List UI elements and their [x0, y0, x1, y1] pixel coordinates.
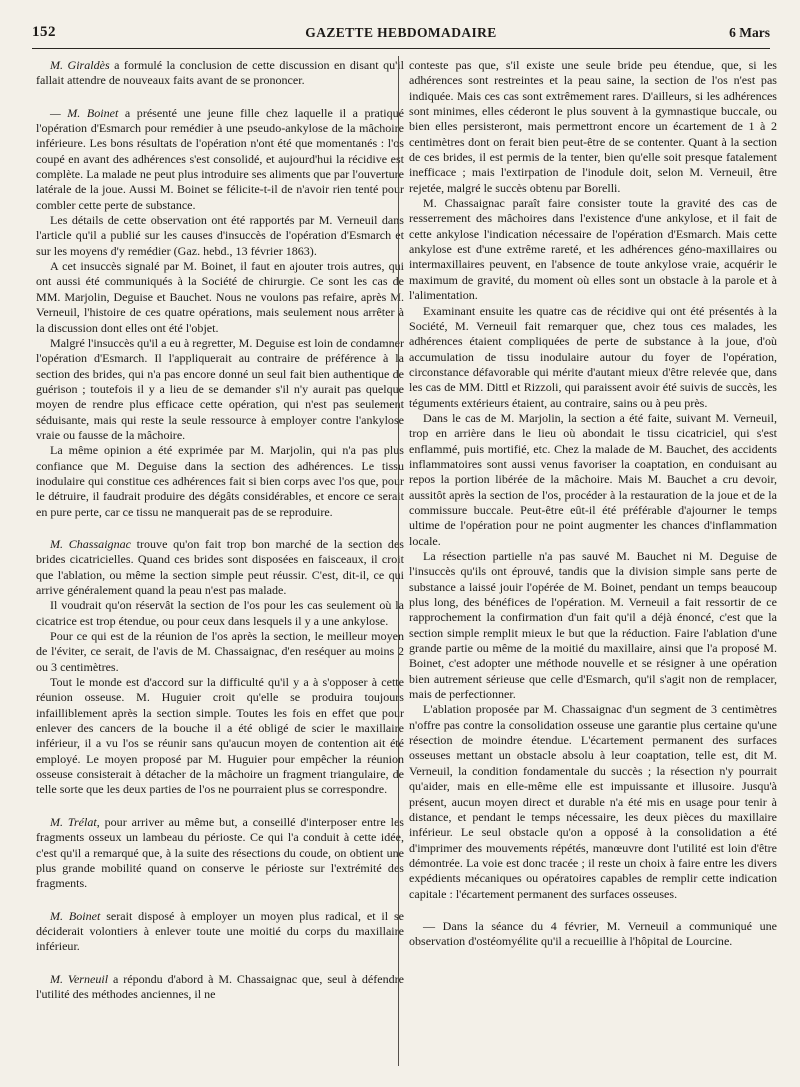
- paragraph: [409, 702, 777, 901]
- speaker-name: M. Giraldès: [50, 58, 110, 72]
- paragraph-text: L'ablation proposée par M. Chassaignac d'un segment de 3 centimètres n'offre pas contre la consolidation osseuse une garantie plus certaine qu'une résection de moindre étendue. L'écartement permanent des surfaces osseuses mettant un obstacle absolu à leur coaptation, telle est, dit M. Verneuil, la condition fondamentale du succès ; la résection n'y pourrait qu'aider, mais en elle-même elle est impuissante et illusoire. Jusqu'à présent, aucun moyen direct et durable n'a été mis en usage pour tenir à distance, et pendant le temps nécessaire, les deux pièces du maxillaire inférieur. Le seul obstacle qu'on a opposé à la consolidation a été d'imprimer des mouvements répétés, manœuvre dont l'utilité est loin d'être démontrée. La voie est donc tracée ; il reste un choix à faire entre les divers expédients mécaniques ou opératoires capables de remplir cette indication capitale : l'écartement permanent des surfaces osseuses.: [409, 702, 777, 901]
- paragraph-text: Dans le cas de M. Marjolin, la section a été faite, suivant M. Verneuil, trop en arrière dans le lieu où abondait le tissu cicatriciel, qui s'est enflammé, puis mortifié, etc. Chez la malade de M. Bauchet, des accidents inflammatoires sont aussi venus favoriser la coaptation, en conduisant au repos la portion libérée de la mâchoire. Mais M. Bauchet a cru devoir, aussitôt après la section de l'os, procéder à la restauration de la joue et de la commissure buccale. Peut-être eût-il été préférable d'ajourner le temps ultime de l'opération pour ne point augmenter les chances d'inflammation locale.: [409, 410, 777, 548]
- paragraph: [36, 106, 404, 213]
- speaker-name: M. Verneuil: [50, 971, 109, 986]
- paragraph-text: Malgré l'insuccès qu'il a eu à regretter, M. Deguise est loin de condamner l'opération d'Esmarch. Il l'appliquerait au contraire de préférence à la section des brides, qui n'a pas encore donné un seul fait bien authentique de guérison ; toutefois il y a lieu de se demander s'il n'y aurait pas quelque moyen de rendre plus efficace cette opération, qui n'est pas seulement séduisante, mais qui reste la seule ressource à employer contre l'ankylose vraie ou fausse de la mâchoire.: [36, 335, 404, 442]
- paragraph: [409, 411, 777, 549]
- paragraph: [409, 304, 777, 411]
- paragraph: [36, 629, 404, 675]
- paragraph: [409, 58, 777, 196]
- journal-title: GAZETTE HEBDOMADAIRE: [305, 25, 497, 40]
- paragraph: [36, 972, 404, 1003]
- paragraph-text: Examinant ensuite les quatre cas de récidive qui ont été présentés à la Société, M. Verneuil fait remarquer que, chez tous ces malades, les adhérences étaient compliquées de perte de substance à la joue, d'où accumulation de tissu inodulaire autour du foyer de l'opération, circonstance défavorable qui mérite d'autant mieux d'être relevée que, dans les cas de MM. Dittl et Rizzoli, qui paraissent avoir été suivis de succès, les téguments extérieurs étaient, au contraire, sains ou à peu près.: [409, 303, 777, 410]
- paragraph: [36, 815, 404, 892]
- paragraph-text: conteste pas que, s'il existe une seule bride peu étendue, que, si les adhérences sont restreintes et la peau saine, la section de l'os n'est pas indiquée. Mais ces cas sont extrêmement rares. D'ailleurs, si les adhérences sont minimes, elles céderont le plus souvent à la gymnastique buccale, ou bien elles persisteront, mais permettront encore un écartement de 1 à 2 centimètres dont on ferait bien peut-être de se contenter. Quant à la section de ces brides, il est permis de la tenter, bien qu'elle soit presque fatalement inefficace ; mais l'extirpation de l'inodule doit, selon M. Verneuil, être rejetée, malgré le succès obtenu par Borelli.: [409, 58, 777, 195]
- paragraph: [36, 443, 404, 520]
- speaker-name: — M. Boinet: [50, 105, 119, 120]
- paragraph-text: — Dans la séance du 4 février, M. Verneuil a communiqué une observation d'ostéomyélite qu'il a recueillie à l'hôpital de Lourcine.: [409, 918, 777, 949]
- page-number: 152: [32, 24, 56, 40]
- paragraph: [36, 537, 404, 598]
- paragraph: [409, 919, 777, 950]
- speaker-name: M. Boinet: [50, 908, 101, 923]
- paragraph: [36, 259, 404, 336]
- paragraph-text: a répondu d'abord à M. Chassaignac que, seul à défendre l'utilité des méthodes anciennes, il ne: [36, 971, 404, 1001]
- issue-date: 6 Mars: [729, 25, 770, 40]
- paragraph-text: La même opinion a été exprimée par M. Marjolin, qui n'a pas plus confiance que M. Deguise dans la section des adhérences. Le tissu inodulaire qui constitue ces adhérences fait si bien corps avec l'os que, pour le détruire, il faudrait produire des dégâts considérables, et encore ce serait en pure perte, car ce tissu ne manquerait pas de se reproduire.: [36, 443, 404, 519]
- paragraph-text: , pour arriver au même but, a conseillé d'interposer entre les fragments osseux un lambeau du périoste. Ce qui l'a conduit à cette idée, c'est qu'il a remarqué que, à la suite des résections du coude, on obtient une plus grande mobilité quand on conserve le périoste sur l'extrémité des fragments.: [36, 814, 404, 891]
- speaker-name: M. Trélat: [50, 814, 97, 829]
- paragraph: [409, 196, 777, 303]
- paragraph-text: M. Chassaignac paraît faire consister toute la gravité des cas de resserrement des mâchoires dans l'existence d'une ankylose, et il fait de cette ankylose l'indication nécessaire de l'opération d'Esmarch. Mais cette ankylose est d'une extrême rareté, et les adhérences géno-maxillaires ou intermaxillaires peuvent, en l'absence de toute ankylose vraie, acquérir le maximum de gravité, du moment où elles sont un obstacle à la parole et à l'alimentation.: [409, 196, 777, 303]
- paragraph-text: A cet insuccès signalé par M. Boinet, il faut en ajouter trois autres, qui ont aussi été communiqués à la Société de chirurgie. Ce sont les cas de MM. Marjolin, Deguise et Bauchet. Nous ne voulons pas refaire, après M. Verneuil, l'histoire de ces quatre opérations, mais seulement nous arrêter à la discussion dont elles ont été l'objet.: [36, 259, 404, 335]
- paragraph-text: Pour ce qui est de la réunion de l'os après la section, le meilleur moyen de l'éviter, ce serait, de l'avis de M. Chassaignac, d'en reséquer au moins 2 ou 3 centimètres.: [36, 629, 404, 674]
- paragraph-text: La résection partielle n'a pas sauvé M. Bauchet ni M. Deguise de l'insuccès qu'ils ont éprouvé, tandis que la division simple sans perte de substance a laissé jouir l'opérée de M. Boinet, pendant un temps beaucoup plus long, des bénéfices de l'opération. M. Verneuil a fait ressortir de ce rapprochement la confirmation d'un fait qu'il a déjà énoncé, c'est que la section simple remplit mieux le but que la réduction. Faire l'ablation d'une grande partie ou même de la moitié du maxillaire, ainsi que l'a proposé M. Boinet, c'est adopter une méthode nouvelle et se résigner à une opération bien autrement sérieuse que celle d'Esmarch, qu'il s'agit non de remplacer, mais de perfectionner.: [409, 549, 777, 702]
- left-column: [36, 58, 404, 1064]
- column-divider: [398, 56, 399, 1066]
- paragraph-text: a formulé la conclusion de cette discussion en disant qu'il fallait attendre de nouveaux faits avant de se prononcer.: [36, 58, 404, 88]
- paragraph-text: Les détails de cette observation ont été rapportés par M. Verneuil dans l'article qu'il a publié sur les causes d'insuccès de l'opération d'Esmarch et sur les moyens d'y remédier (Gaz. hebd., 13 février 1863).: [36, 213, 404, 258]
- right-column: [409, 58, 777, 1064]
- paragraph: [36, 58, 404, 89]
- paragraph: [36, 598, 404, 629]
- paragraph: [409, 549, 777, 702]
- paragraph-text: trouve qu'on fait trop bon marché de la section des brides cicatricielles. Quand ces brides sont disposées en faisceaux, il croit que l'ablation, ou même la section simple peut réussir. C'est, dit-il, ce qui arrive généralement quand la peau n'est pas malade.: [36, 536, 404, 597]
- paragraph: [36, 336, 404, 443]
- page-header: [32, 24, 770, 49]
- paragraph-text: serait disposé à employer un moyen plus radical, et il se déciderait volontiers à enlever toute une moitié du corps du maxillaire inférieur.: [36, 908, 404, 954]
- paragraph: [36, 909, 404, 955]
- paragraph: [36, 675, 404, 798]
- paragraph-text: Il voudrait qu'on réservât la section de l'os pour les cas seulement où la cicatrice est trop étendue, ou pour ceux dans lesquels il y a une ankylose.: [36, 598, 404, 628]
- speaker-name: M. Chassaignac: [50, 536, 131, 551]
- paragraph-text: a présenté une jeune fille chez laquelle il a pratiqué l'opération d'Esmarch pour remédier à une pseudo-ankylose de la mâchoire inférieure. Les bons résultats de l'opération n'ont été que momentanés : l'os coupé en avant des adhérences s'est consolidé, et aujourd'hui la récidive est complète. La malade ne peut plus introduire ses aliments que par l'ouverture latérale de la joue. Aussi M. Boinet se félicite-t-il de n'avoir rien tenté pour combler cette perte de substance.: [36, 105, 404, 212]
- paragraph-text: Tout le monde est d'accord sur la difficulté qu'il y a à s'opposer à cette réunion osseuse. M. Huguier croit qu'elle se produira toujours infailliblement après la section simple. Toutes les fois en effet que pour enlever des cancers de la bouche il a été obligé de scier le maxillaire inférieur, il a vu l'os se réunir sans qu'aucun moyen de contention ait été employé. Le moyen proposé par M. Huguier pour empêcher la réunion osseuse consisterait à détacher de la mâchoire un fragment triangulaire, de telle sorte que les deux parties de l'os ne pourraient plus se correspondre.: [36, 675, 404, 797]
- paragraph: [36, 213, 404, 259]
